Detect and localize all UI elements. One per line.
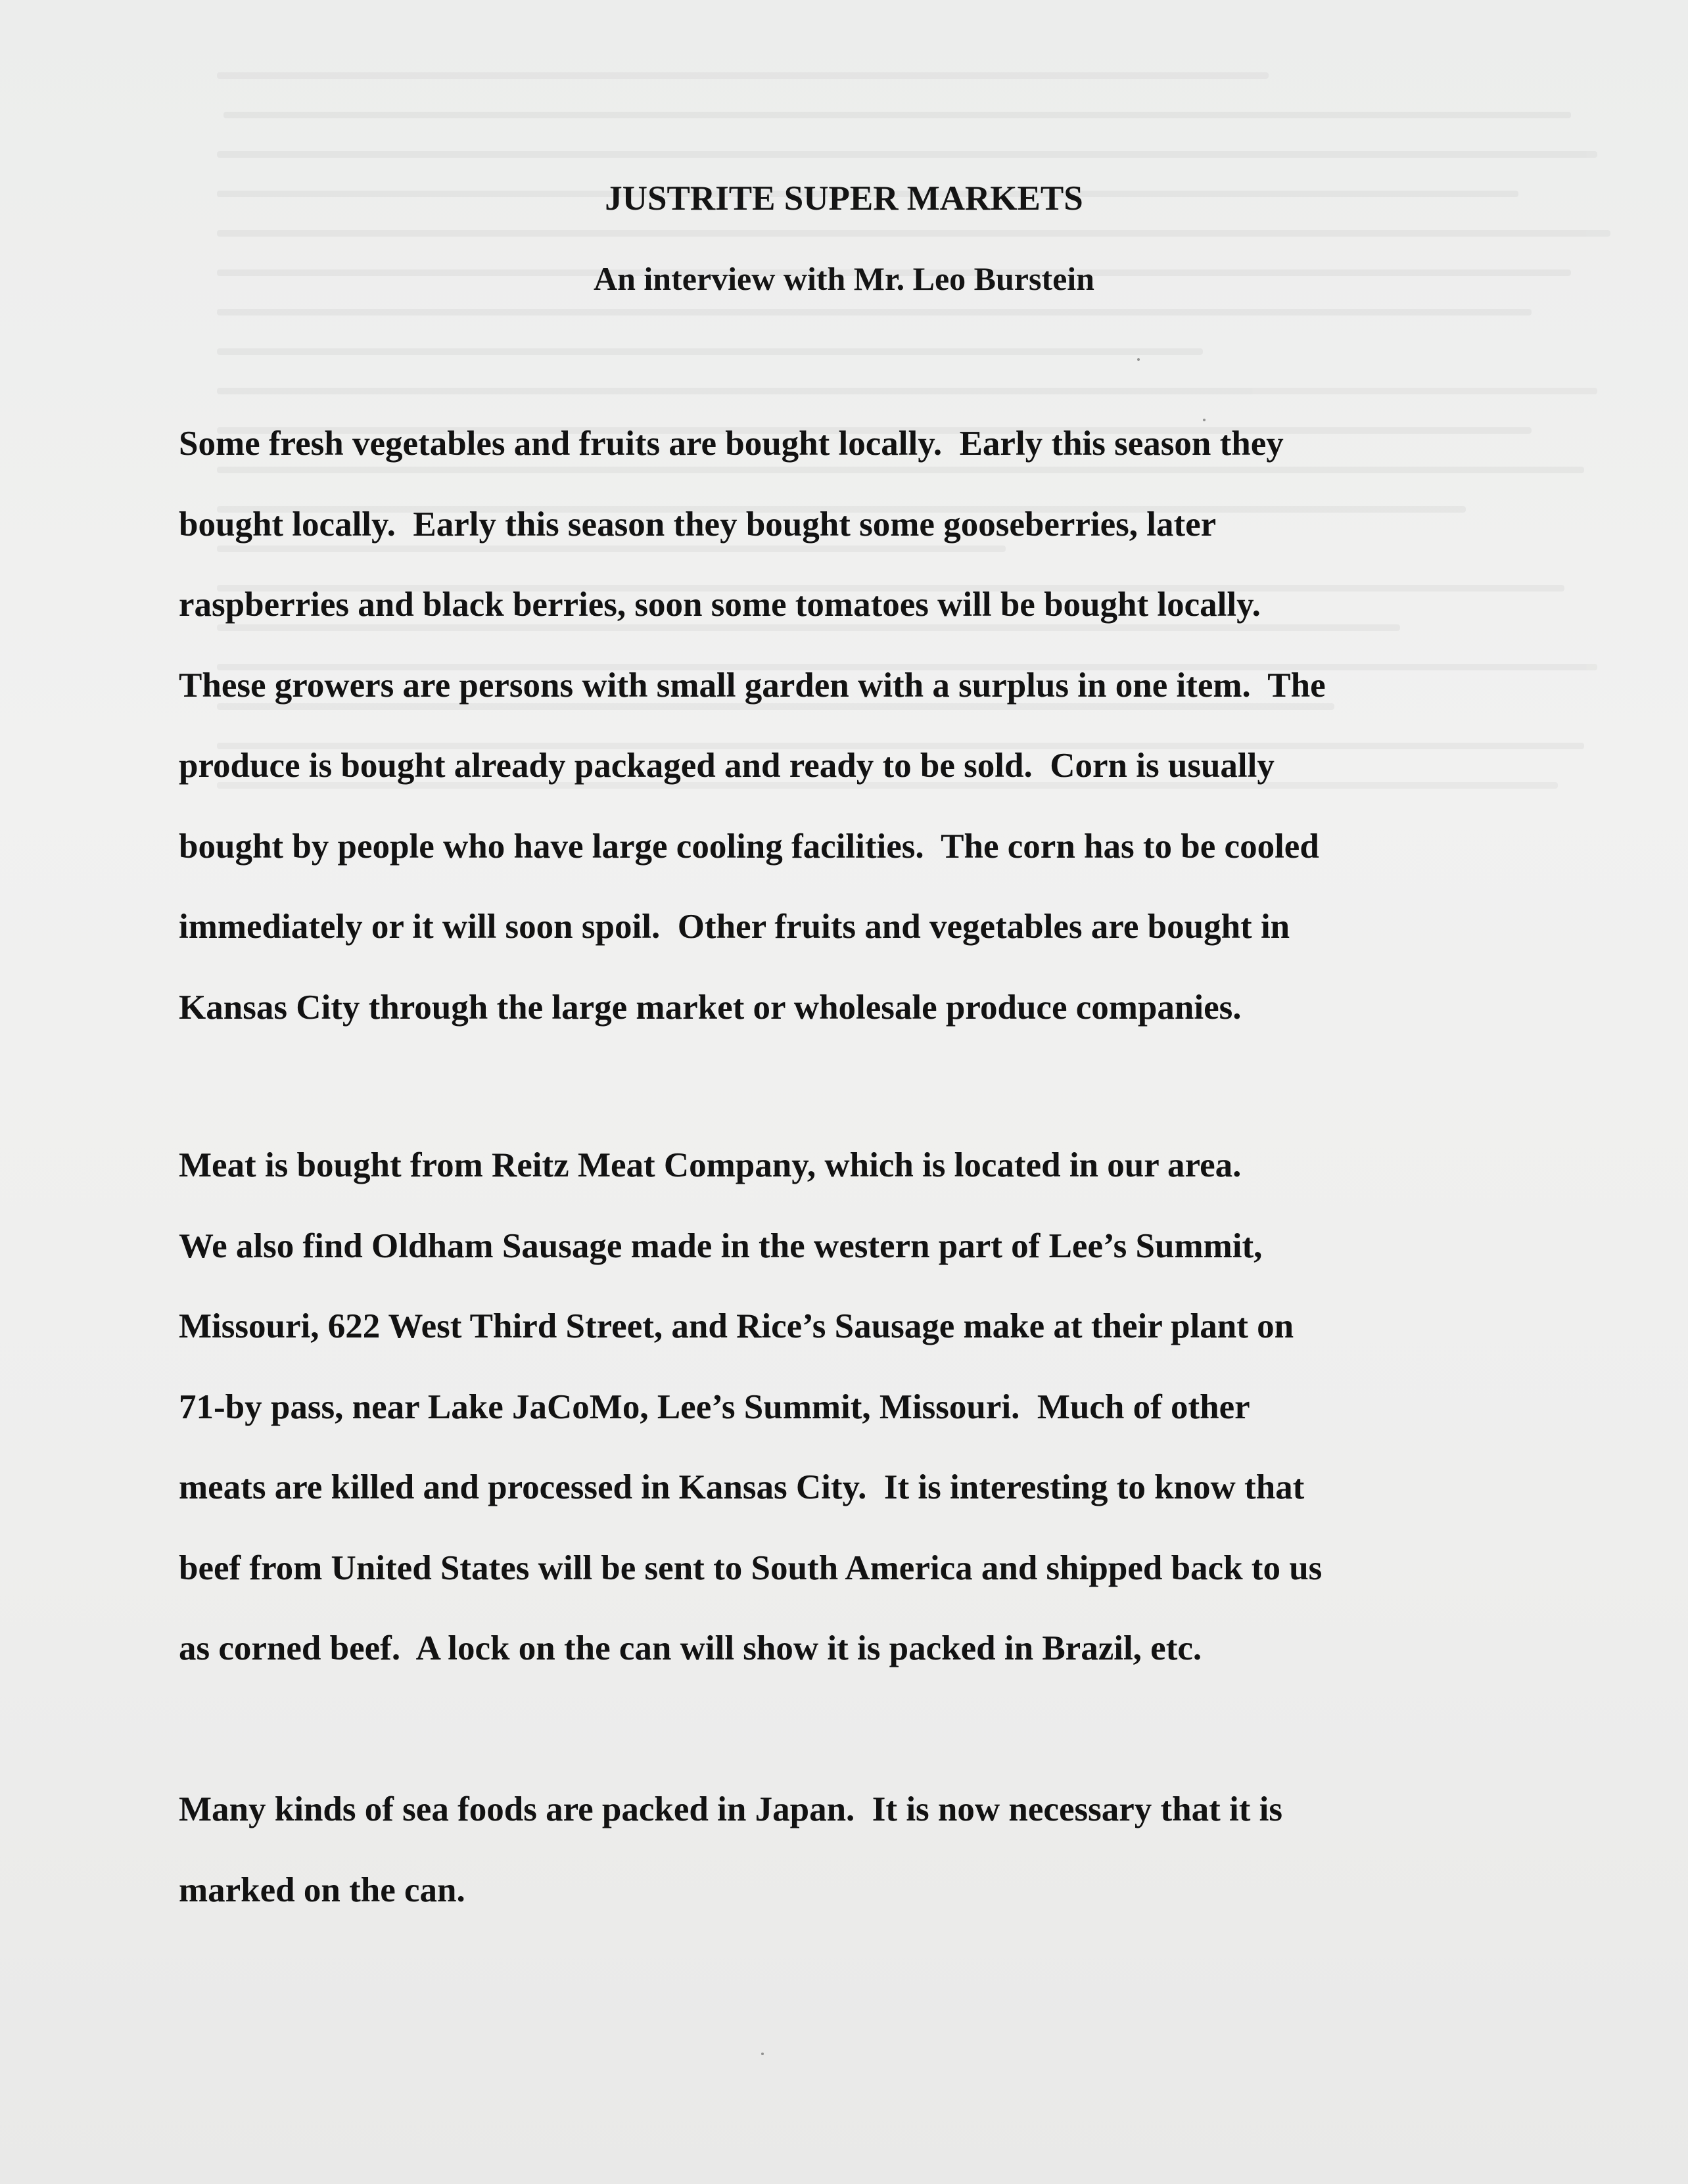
paper-speck — [761, 2053, 764, 2055]
text-line: We also find Oldham Sausage made in the western part of Lee’s Summit, — [179, 1226, 1263, 1265]
text-line: 71-by pass, near Lake JaCoMo, Lee’s Summit, Missouri. Much of other — [179, 1387, 1250, 1426]
text-line: Kansas City through the large market or wholesale produce companies. — [179, 988, 1242, 1027]
text-line: marked on the can. — [179, 1870, 465, 1909]
text-line: as corned beef. A lock on the can will show it is packed in Brazil, etc. — [179, 1629, 1202, 1667]
text-line: beef from United States will be sent to South America and shipped back to us — [179, 1548, 1323, 1587]
text-line: These growers are persons with small garden with a surplus in one item. The — [179, 666, 1326, 705]
text-line: bought locally. Early this season they bought some gooseberries, later — [179, 505, 1217, 544]
text-line: raspberries and black berries, soon some tomatoes will be bought locally. — [179, 586, 1261, 624]
text-line: bought by people who have large cooling facilities. The corn has to be cooled — [179, 827, 1319, 866]
document-title: JUSTRITE SUPER MARKETS — [605, 179, 1083, 218]
paper-speck — [1137, 358, 1140, 361]
text-line: meats are killed and processed in Kansas City. It is interesting to know that — [179, 1468, 1305, 1506]
paragraph-seafood — [179, 1769, 1493, 1930]
text-line: produce is bought already packaged and ready to be sold. Corn is usually — [179, 747, 1275, 785]
text-line: Some fresh vegetables and fruits are bought locally. Early this season they — [179, 425, 1284, 463]
text-line: Meat is bought from Reitz Meat Company, which is located in our area. — [179, 1146, 1242, 1184]
text-line: Missouri, 622 West Third Street, and Rice’s Sausage make at their plant on — [179, 1307, 1294, 1345]
text-line: immediately or it will soon spoil. Other fruits and vegetables are bought in — [179, 908, 1290, 946]
paragraph-produce — [179, 404, 1493, 1048]
text-line: Many kinds of sea foods are packed in Japan. It is now necessary that it is — [179, 1790, 1282, 1828]
paragraph-meat — [179, 1125, 1493, 1689]
paper-speck — [1203, 419, 1206, 421]
document-subtitle: An interview with Mr. Leo Burstein — [594, 260, 1094, 297]
